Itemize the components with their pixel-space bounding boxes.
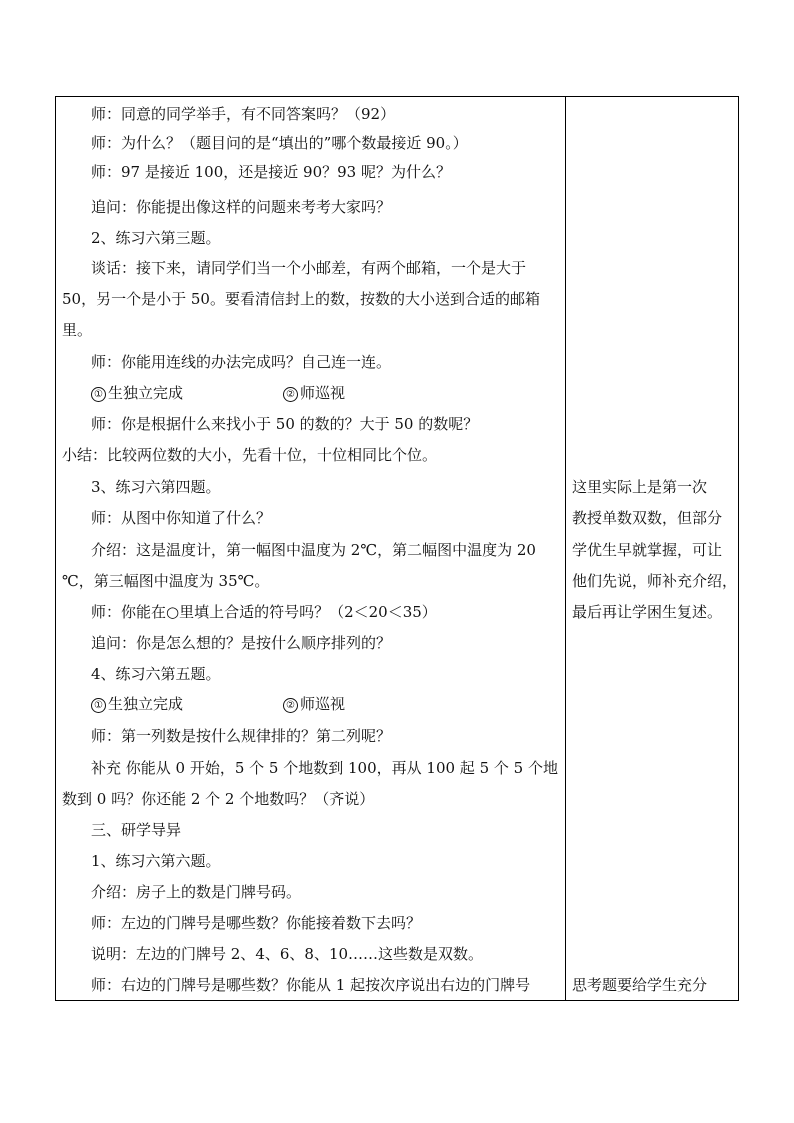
- text-line: 谈话：接下来，请同学们当一个小邮差，有两个邮箱，一个是大于: [91, 259, 527, 277]
- step-label: 生独立完成: [108, 695, 184, 713]
- text-line: 师：第一列数是按什么规律排的？第二列呢？: [91, 727, 392, 745]
- text-line: ℃，第三幅图中温度为 35℃。: [62, 572, 270, 590]
- note-line: 思考题要给学生充分: [572, 976, 708, 994]
- note-line: 教授单数双数，但部分: [572, 509, 723, 527]
- step-label: 师巡视: [300, 384, 346, 402]
- text-line: 里。: [62, 321, 93, 339]
- text-line: 师：你能在○里填上合适的符号吗？（2＜20＜35）: [91, 603, 437, 621]
- text-line: 师：右边的门牌号是哪些数？你能从 1 起按次序说出右边的门牌号: [91, 976, 531, 994]
- text-line: 追问：你能提出像这样的问题来考考大家吗？: [91, 198, 392, 216]
- step-label: 生独立完成: [108, 384, 184, 402]
- text-line: 师：从图中你知道了什么？: [91, 509, 272, 527]
- text-line: 1、练习六第六题。: [91, 852, 221, 870]
- text-line: 小结：比较两位数的大小，先看十位，十位相同比个位。: [62, 446, 438, 464]
- text-line: 介绍：这是温度计，第一幅图中温度为 2℃，第二幅图中温度为 20: [91, 541, 536, 559]
- circled-number-icon: ①: [91, 387, 106, 402]
- column-divider: [565, 96, 566, 1001]
- text-line: 师：你能用连线的办法完成吗？自己连一连。: [91, 353, 392, 371]
- text-line: 4、练习六第五题。: [91, 665, 221, 683]
- text-line: 3、练习六第四题。: [91, 478, 221, 496]
- note-line: 这里实际上是第一次: [572, 478, 708, 496]
- text-line: 介绍：房子上的数是门牌号码。: [91, 883, 302, 901]
- circled-number-icon: ②: [283, 698, 298, 713]
- text-line: [62, 694, 345, 714]
- text-line: 50，另一个是小于 50。要看清信封上的数，按数的大小送到合适的邮箱: [62, 290, 540, 308]
- text-line: 师：同意的同学举手，有不同答案吗？（92）: [91, 105, 396, 123]
- text-line: 师：左边的门牌号是哪些数？你能接着数下去吗？: [91, 914, 422, 932]
- note-line: 最后再让学困生复述。: [572, 603, 723, 621]
- text-line: 2、练习六第三题。: [91, 229, 221, 247]
- note-line: 他们先说，师补充介绍，: [572, 572, 738, 590]
- note-line: 学优生早就掌握，可让: [572, 541, 723, 559]
- text-line: 师：为什么？（题目问的是“填出的”哪个数最接近 90。）: [91, 134, 468, 152]
- text-line: 补充 你能从 0 开始，5 个 5 个地数到 100，再从 100 起 5 个 5 个地: [91, 759, 558, 777]
- text-line: 师：97 是接近 100，还是接近 90？93 呢？为什么？: [91, 163, 451, 181]
- circled-number-icon: ①: [91, 698, 106, 713]
- step-label: 师巡视: [300, 695, 346, 713]
- text-line: 追问：你是怎么想的？是按什么顺序排列的？: [91, 634, 392, 652]
- text-line: [62, 383, 345, 403]
- section-heading: 三、研学导异: [91, 821, 182, 839]
- circled-number-icon: ②: [283, 387, 298, 402]
- text-line: 师：你是根据什么来找小于 50 的数的？大于 50 的数呢？: [91, 415, 479, 433]
- text-line: 数到 0 吗？你还能 2 个 2 个地数吗？（齐说）: [62, 790, 375, 808]
- text-line: 说明：左边的门牌号 2、4、6、8、10……这些数是双数。: [91, 945, 484, 963]
